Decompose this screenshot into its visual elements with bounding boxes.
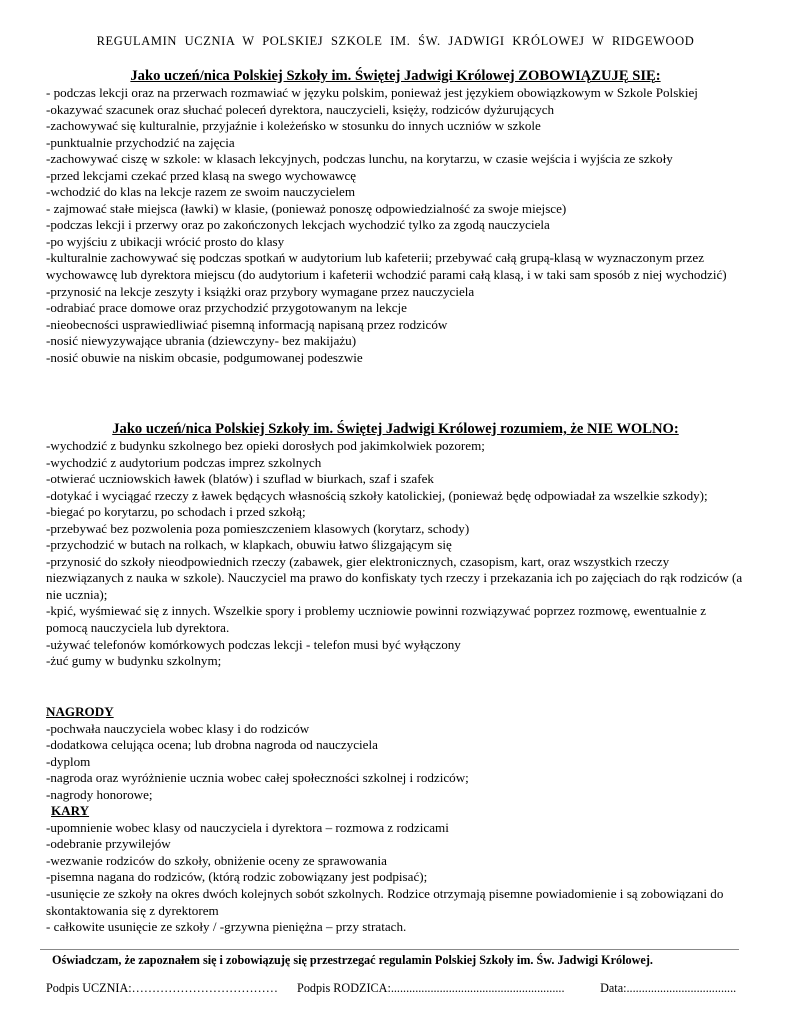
list-item: -okazywać szacunek oraz słuchać poleceń dyrektora, nauczycieli, księży, rodziców dyżurujących: [46, 101, 555, 117]
list-item: -podczas lekcji i przerwy oraz po zakończonych lekcjach wychodzić tylko za zgodą nauczyciela: [46, 217, 550, 233]
parent-signature-field: Podpis RODZICA:.........................................................: [297, 981, 565, 995]
list-item: -nosić niewyzywające ubrania (dziewczyny- bez makijażu): [46, 333, 357, 349]
list-item: - podczas lekcji oraz na przerwach rozmawiać w języku polskim, ponieważ jest językiem obowiązkowym w Szkole Polskiej: [46, 85, 698, 100]
list-item: -upomnienie wobec klasy od nauczyciela i dyrektora – rozmowa z rodzicami: [46, 819, 449, 835]
list-item: -przychodzić w butach na rolkach, w klapkach, obuwiu łatwo ślizgającym się: [46, 537, 452, 553]
list-item: -dotykać i wyciągać rzeczy z ławek będących własnością szkoły katolickiej, (ponieważ będę odpowiadał za wszelkie szkody);: [46, 487, 708, 503]
divider: [40, 949, 739, 950]
penalties-list: [46, 820, 745, 936]
list-item: -wychodzić z budynku szkolnego bez opieki dorosłych pod jakimkolwiek pozorem;: [46, 438, 485, 453]
signature-row: [46, 981, 745, 996]
obligations-heading: Jako uczeń/nica Polskiej Szkoły im. Świętej Jadwigi Królowej ZOBOWIĄZUJĘ SIĘ:: [130, 68, 661, 84]
student-signature-field: Podpis UCZNIA:………………………………: [46, 981, 278, 995]
list-item: -odrabiać prace domowe oraz przychodzić przygotowanym na lekcje: [46, 300, 407, 316]
list-item: -nagrody honorowe;: [46, 786, 153, 802]
list-item: -używać telefonów komórkowych podczas lekcji - telefon musi być wyłączony: [46, 636, 461, 652]
list-item: -wezwanie rodziców do szkoły, obniżenie oceny ze sprawowania: [46, 852, 387, 868]
list-item: -dodatkowa celująca ocena; lub drobna nagroda od nauczyciela: [46, 737, 378, 753]
penalties-heading: KARY: [51, 803, 90, 819]
list-item: -kulturalnie zachowywać się podczas spotkań w audytorium lub kafeterii; przebywać całą grupą-klasą w wyznaczonym przez wychowawcę lub dyrektora miejscu (do audytorium i kafeterii wchodzić parami całą klasą, i w taki sam sposób z niej wychodzić): [46, 250, 727, 283]
list-item: -zachowywać ciszę w szkole: w klasach lekcyjnych, podczas lunchu, na korytarzu, w czasie wejścia i wyjścia ze szkoły: [46, 151, 673, 167]
list-item: -przed lekcjami czekać przed klasą na swego wychowawcę: [46, 167, 357, 183]
list-item: -pochwała nauczyciela wobec klasy i do rodziców: [46, 720, 310, 736]
list-item: -zachowywać się kulturalnie, przyjaźnie i koleżeńsko w stosunku do innych uczniów w szkole: [46, 118, 541, 134]
prohibitions-section: [46, 421, 745, 670]
document-title: REGULAMIN UCZNIA W POLSKIEJ SZKOLE IM. ŚW. JADWIGI KRÓLOWEJ W RIDGEWOOD: [96, 34, 695, 48]
rewards-heading: NAGRODY: [46, 704, 114, 719]
list-item: -nieobecności usprawiedliwiać pisemną informacją napisaną przez rodziców: [46, 316, 448, 332]
list-item: -po wyjściu z ubikacji wrócić prosto do klasy: [46, 233, 285, 249]
list-item: -żuć gumy w budynku szkolnym;: [46, 653, 222, 669]
list-item: - całkowite usunięcie ze szkoły / -grzywna pieniężna – przy stratach.: [46, 919, 407, 935]
list-item: -usunięcie ze szkoły na okres dwóch kolejnych sobót szkolnych. Rodzice otrzymają pisemne powiadomienie i są zobowiązani do skontaktowania się z dyrektorem: [46, 886, 724, 918]
date-field: Data:....................................: [600, 981, 737, 995]
list-item: -dyplom: [46, 753, 91, 769]
list-item: -przebywać bez pozwolenia poza pomieszczeniem klasowych (korytarz, schody): [46, 520, 470, 536]
list-item: -punktualnie przychodzić na zajęcia: [46, 134, 235, 150]
declaration-text: Oświadczam, że zapoznałem się i zobowiązuję się przestrzegać regulamin Polskiej Szkoły im. Św. Jadwigi Królowej.: [52, 953, 653, 967]
list-item: -wchodzić do klas na lekcje razem ze swoim nauczycielem: [46, 184, 356, 200]
list-item: -kpić, wyśmiewać się z innych. Wszelkie spory i problemy uczniowie powinni rozwiązywać poprzez rozmowę, ewentualnie z pomocą nauczyciela lub dyrektora.: [46, 603, 707, 636]
list-item: -odebranie przywilejów: [46, 836, 171, 852]
obligations-list: [46, 85, 745, 366]
list-item: -przynosić na lekcje zeszyty i książki oraz przybory wymagane przez nauczyciela: [46, 283, 475, 299]
list-item: -wychodzić z audytorium podczas imprez szkolnych: [46, 454, 322, 470]
rewards-penalties-section: [46, 704, 745, 936]
prohibitions-heading: Jako uczeń/nica Polskiej Szkoły im. Świętej Jadwigi Królowej rozumiem, że NIE WOLNO:: [112, 421, 679, 437]
list-item: -nagroda oraz wyróżnienie ucznia wobec całej społeczności szkolnej i rodziców;: [46, 770, 469, 786]
list-item: -nosić obuwie na niskim obcasie, podgumowanej podeszwie: [46, 349, 363, 365]
list-item: - zajmować stałe miejsca (ławki) w klasie, (ponieważ ponoszę odpowiedzialność za swoje miejsce): [46, 200, 567, 216]
list-item: -przynosić do szkoły nieodpowiednich rzeczy (zabawek, gier elektronicznych, czasopism, kart, oraz wszystkich rzeczy niezwiązanych z nauka w szkole). Nauczyciel ma prawo do konfiskaty tych rzeczy i przekazania ich po zajęciach do rąk rodziców (a nie ucznia);: [46, 553, 743, 602]
list-item: -otwierać uczniowskich ławek (blatów) i szuflad w biurkach, szaf i szafek: [46, 471, 434, 487]
rewards-list: [46, 721, 745, 804]
list-item: -biegać po korytarzu, po schodach i przed szkołą;: [46, 504, 306, 520]
prohibitions-list: [46, 438, 745, 670]
obligations-section: [46, 68, 745, 366]
list-item: -pisemna nagana do rodziców, (którą rodzic zobowiązany jest podpisać);: [46, 869, 428, 885]
